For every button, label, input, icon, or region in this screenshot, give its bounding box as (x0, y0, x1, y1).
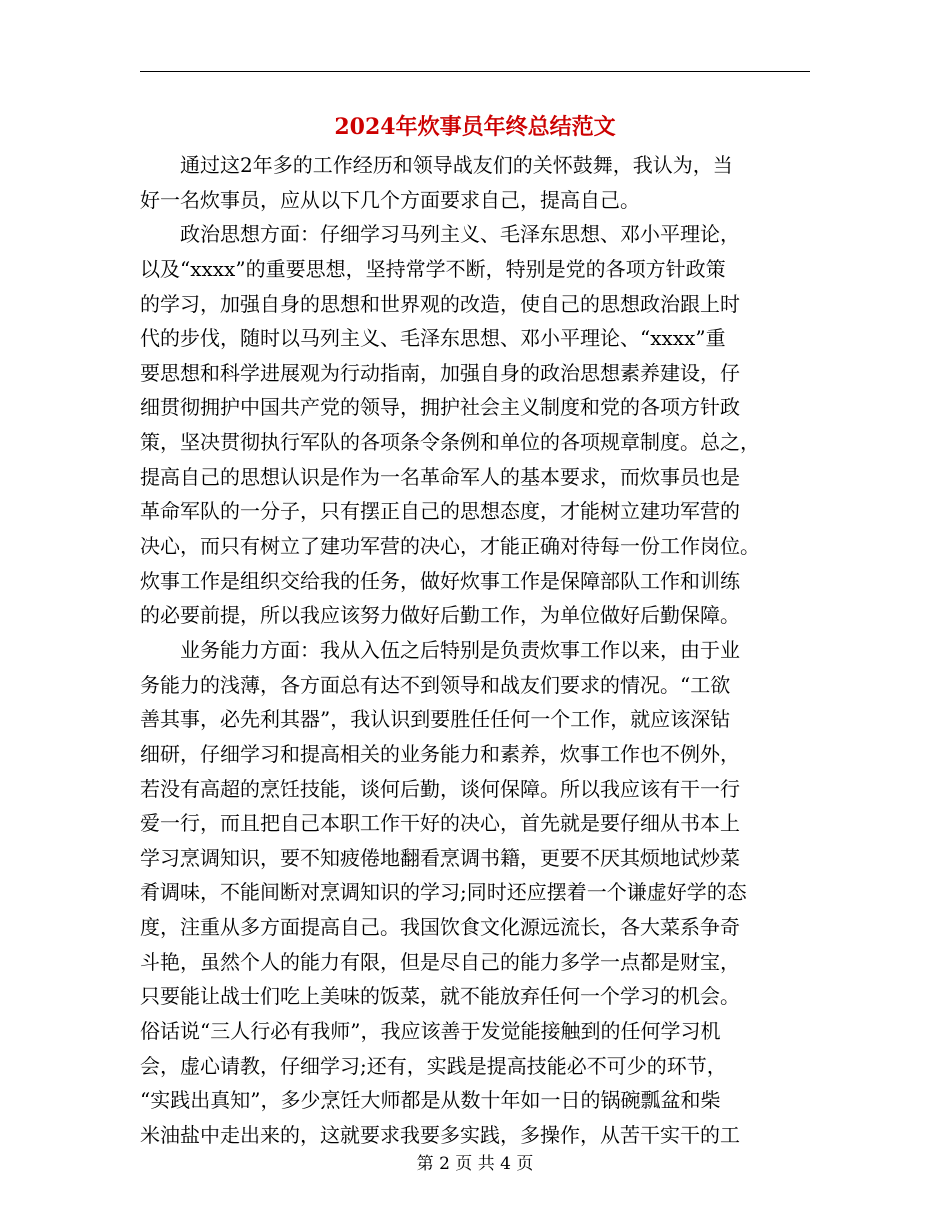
body-line: 度，注重从多方面提高自己。我国饮食文化源远流长，各大菜系争奇 (140, 915, 740, 940)
body-line: 策，坚决贯彻执行军队的各项条令条例和单位的各项规章制度。总之， (140, 430, 760, 455)
body-line: 只要能让战士们吃上美味的饭菜，就不能放弃任何一个学习的机会。 (140, 984, 740, 1009)
body-line: 代的步伐，随时以马列主义、毛泽东思想、邓小平理论、“xxxx”重 (140, 326, 726, 351)
body-line: 善其事，必先利其器”，我认识到要胜任任何一个工作，就应该深钻 (140, 707, 731, 732)
body-line: 会，虚心请教，仔细学习;还有，实践是提高技能必不可少的环节， (140, 1053, 727, 1078)
body-line: 的必要前提，所以我应该努力做好后勤工作，为单位做好后勤保障。 (140, 603, 740, 628)
body-line: 细贯彻拥护中国共产党的领导，拥护社会主义制度和党的各项方针政 (140, 395, 740, 420)
body-line: 业务能力方面：我从入伍之后特别是负责炊事工作以来，由于业 (140, 637, 740, 662)
body-line: 米油盐中走出来的，这就要求我要多实践，多操作，从苦干实干的工 (140, 1122, 740, 1147)
document-title: 2024年炊事员年终总结范文 (334, 114, 616, 140)
body-line: 细研，仔细学习和提高相关的业务能力和素养，炊事工作也不例外， (140, 741, 740, 766)
body-line: 通过这2年多的工作经历和领导战友们的关怀鼓舞，我认为，当 (140, 153, 733, 177)
body-line: 政治思想方面：仔细学习马列主义、毛泽东思想、邓小平理论， (140, 222, 740, 247)
page-indicator: 第 2 页 共 4 页 (416, 1154, 534, 1174)
body-line: 要思想和科学进展观为行动指南，加强自身的政治思想素养建设，仔 (140, 360, 740, 385)
body-line: 炊事工作是组织交给我的任务，做好炊事工作是保障部队工作和训练 (140, 568, 740, 593)
body-line: 革命军队的一分子，只有摆正自己的思想态度，才能树立建功军营的 (140, 499, 740, 524)
body-line: 肴调味，不能间断对烹调知识的学习;同时还应摆着一个谦虚好学的态 (140, 880, 747, 905)
body-line: “实践出真知”，多少烹饪大师都是从数十年如一日的锅碗瓢盆和柴 (140, 1088, 721, 1113)
header-rule (140, 71, 810, 72)
body-line: 提高自己的思想认识是作为一名革命军人的基本要求，而炊事员也是 (140, 464, 740, 489)
body-line: 决心，而只有树立了建功军营的决心，才能正确对待每一份工作岗位。 (140, 534, 760, 559)
body-line: 以及“xxxx”的重要思想，坚持常学不断，特别是党的各项方针政策 (140, 256, 726, 281)
body-line: 务能力的浅薄，各方面总有达不到领导和战友们要求的情况。“工欲 (140, 672, 731, 697)
body-line: 的学习，加强自身的思想和世界观的改造，使自己的思想政治跟上时 (140, 291, 740, 316)
body-line: 爱一行，而且把自己本职工作干好的决心，首先就是要仔细从书本上 (140, 811, 740, 836)
document-body (140, 148, 810, 1153)
body-line: 俗话说“三人行必有我师”，我应该善于发觉能接触到的任何学习机 (140, 1019, 721, 1044)
body-line: 学习烹调知识，要不知疲倦地翻看烹调书籍，更要不厌其烦地试炒菜 (140, 845, 740, 870)
body-line: 好一名炊事员，应从以下几个方面要求自己，提高自己。 (140, 187, 640, 212)
body-line: 斗艳，虽然个人的能力有限，但是尽自己的能力多学一点都是财宝， (140, 949, 740, 974)
body-line: 若没有高超的烹饪技能，谈何后勤，谈何保障。所以我应该有干一行 (140, 776, 740, 801)
